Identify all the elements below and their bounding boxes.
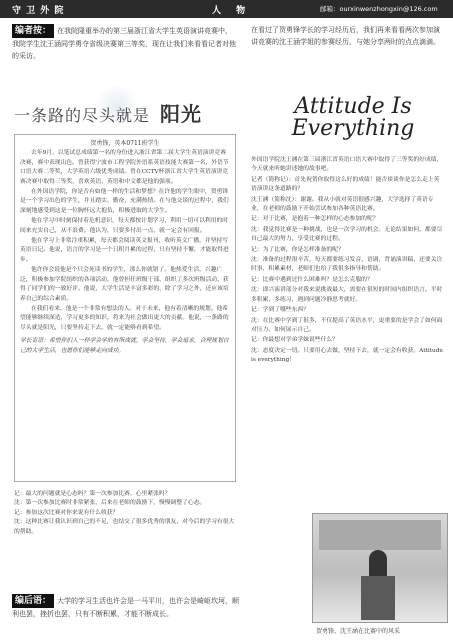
right-paragraph: 沈：即兴演讲部分对我来说挑战最大，需要在很短的时间内组织语言。平时多积累，多练习，遇到问题冷静思考就好。 [251, 287, 443, 303]
left-paragraph: 去年9月，以笔试总成绩第一名的身份进入浙江省第二届大学生英语演讲竞赛决赛，赛中表现出色。曾获得宁波市工程学院外语系英语技能大赛第一名，外语节口语大赛二等奖，大学英语六级优秀成绩。曾在CCTV杯浙江省大学生英语演讲竞赛决赛中取得三等奖，喜欢英语，英语和中文都是他的强项。 [20, 150, 229, 185]
afterword-text: 大学的学习生活也许会是一马平川，也许会是崎岖坎坷，顺利也罢，挫折也罢，只有不断积累，才能不断成长。 [12, 597, 240, 618]
afterword-tag: 编后语： [12, 594, 54, 608]
left-paragraph: 他许你会说他是个只会死读书的学生，那么你就错了。他热爱生活，兴趣广泛，积极参加学院组织的各项活动。他曾担任班级干部，组织了多次班级活动，获得了同学们的一致好评。他说，大学生活是丰富多彩的，除了学习之外，还应该培养自己的综合素质。 [20, 267, 229, 302]
right-paragraph: 沈王涵（简称沈）：谢谢。我从小就对英语很感兴趣，大学选择了英语专业，在老师的鼓励下开始尝试参加各种英语比赛。 [251, 196, 434, 213]
left-paragraph: 他在学习上非常注重积累，每天都会阅读英文报刊，收听英文广播，并坚持写英语日记。他说，语言的学习是一个日积月累的过程，只有坚持不懈，才能取得进步。 [20, 238, 229, 263]
left-paragraph: 在我们看来，他是一个非常有想法的人。对于未来，他有着清晰的规划。他希望能够继续深造，学习更多的知识，将来为社会做出更大的贡献。他说，一条路的尽头就是阳光，只要坚持走下去，就一定能够看到希望。 [20, 305, 229, 331]
article-title-left-emphasis: 阳光 [160, 102, 203, 126]
qa-line: 沈：第一次参加比赛时非常紧张，后来在老师的鼓励下，慢慢调整了心态。 [14, 500, 206, 507]
article-title-right: Attitude Is Everything [291, 94, 415, 141]
editor-note [12, 24, 237, 62]
left-paragraph: 在外国语学院，你是否有如他一样的生活和梦想？在许他的学生眼中，贺勇锋是一个学习出色的学生，并且踏实、勤奋，充满热情。在与他交谈的过程中，我们深刻地感受到这是一位胸怀远大抱负，积极进取的大学生。 [20, 189, 229, 214]
right-paragraph: 外国语学院沈王涵在第三届浙江省英语口语大赛中取得了三等奖的好成绩，今天就来听她讲述她的故事吧。 [251, 157, 443, 173]
article-title-left [14, 98, 202, 127]
speech-photo [312, 513, 448, 623]
editor-note-tag: 编者按： [12, 24, 54, 38]
section-name: 守 卫 外 院 [12, 6, 65, 16]
column-name: 人 物 [212, 6, 252, 16]
photo-podium [361, 576, 395, 620]
byline: 贺勇锋，英本0711班学生 [90, 140, 160, 147]
senior-message: 学长寄语：希望你们人一样学会学的有所成就，学会坚持，学会追求，合理规划自己的大学生活，也愿你们能够走向成功。 [20, 338, 229, 354]
right-paragraph: 记：你最想对学弟学妹说些什么？ [251, 337, 338, 344]
right-paragraph: 沈：在比赛中学到了很多，不仅提高了英语水平，更重要的是学会了如何面对压力，如何展示自己。 [251, 317, 443, 333]
right-paragraph: 沈：准备的过程很辛苦，每天都要练习发音、语调，背诵演讲稿，还要关注时事，积累素材，老师们也给了我很多指导和帮助。 [251, 257, 443, 273]
qa-line: 记：参加这次比赛对你来说有什么收获？ [14, 509, 119, 516]
right-paragraph: 沈：态度决定一切。只要用心去做，坚持下去，就一定会有收获。Attitude is everything！ [251, 347, 443, 364]
page-header [0, 0, 453, 18]
right-paragraph: 记者（简称记）：首先祝贺你取得这么好的成绩！能否谈谈你是怎么走上英语演讲这条道路的？ [251, 176, 440, 193]
header-email: 邮箱：ourxinwenzhongxin@126.com [320, 5, 438, 13]
right-paragraph: 记：对于比赛，是抱着一种怎样的心态参加的呢？ [251, 216, 379, 223]
afterword [12, 594, 240, 620]
right-paragraph: 沈：我觉得比赛是一种挑战，也是一次学习的机会。无论结果如何，都要尽自己最大的努力，享受比赛的过程。 [251, 226, 443, 243]
editor-note-text: 在我院隆重举办的第三届浙江省大学生英语演讲竞赛中，我院学生沈王涵同学勇夺省级决赛第三等奖，现在让我们来看看记者对他的采访。 [12, 27, 236, 60]
photo-caption: 贺勇锋、沈王涵在比赛中的风采 [316, 628, 401, 635]
right-paragraph: 记：学到了哪些东西？ [251, 307, 309, 314]
left-paragraph: 他在学习中时刻保持着危机意识，每天都按计划学习，利用一切可以利用的时间来充实自己，从不浪费。他认为，只要多付出一点，就一定会有回报。 [20, 218, 229, 234]
photo-banner [319, 520, 441, 550]
qa-line: 记：最大的问题就是心态吗？第一次参加比赛，心里紧张吗？ [14, 491, 171, 497]
right-interview-column [251, 156, 443, 367]
right-paragraph: 记：比赛中遇到过什么困难吗？是怎么克服的？ [251, 276, 373, 283]
qa-line: 沈：这种比赛让我认识到自己的不足，也结交了很多优秀的朋友，对今后的学习有很大的帮助。 [14, 519, 235, 535]
interview-qa-bottom [14, 490, 236, 537]
article-title-left-text: 一条路的尽头就是 [14, 106, 151, 125]
right-paragraph: 记：为了比赛，你是怎样准备的呢？ [251, 246, 344, 253]
editor-note-continued: 在看过了贺勇锋学长的学习经历后，我们再来看看两次参加演讲竞赛的沈王涵学姐的参赛经历，与她分享两时的点点滴滴。 [251, 26, 440, 46]
left-article-box [14, 134, 236, 482]
